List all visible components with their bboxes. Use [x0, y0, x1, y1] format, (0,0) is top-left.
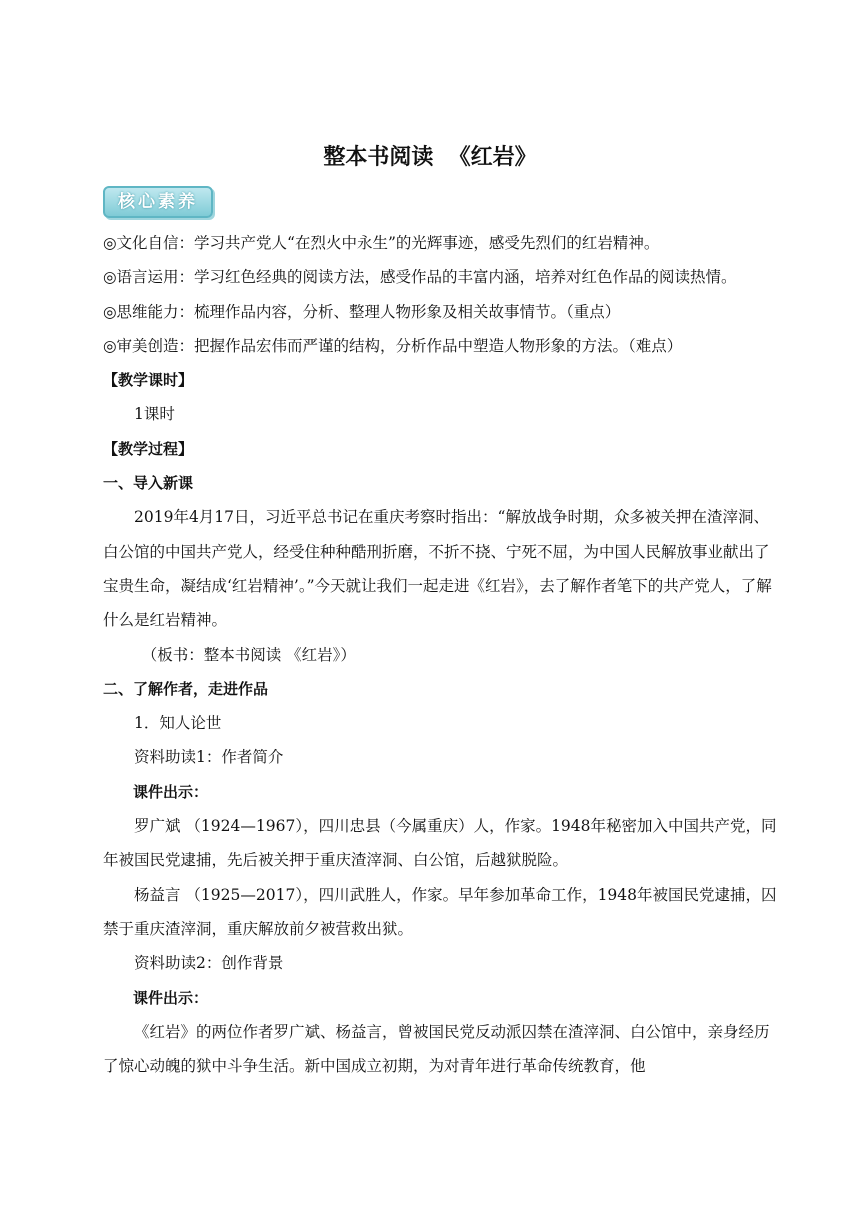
item-know-author: 1．知人论世	[134, 714, 222, 733]
document-body	[103, 226, 783, 1083]
author-luo-guangbin: 罗广斌 （1924—1967），四川忠县（今属重庆）人，作家。1948年秘密加入中国共产党，同年被国民党逮捕，先后被关押于重庆渣滓洞、白公馆，后越狱脱险。	[103, 817, 777, 870]
literacy-item-aesthetic: ◎审美创造：把握作品宏伟而严谨的结构，分析作品中塑造人物形象的方法。（难点）	[103, 336, 683, 355]
author-yang-yiyan: 杨益言 （1925—2017），四川武胜人，作家。早年参加革命工作，1948年被国民党逮捕，囚禁于重庆渣滓洞，重庆解放前夕被营救出狱。	[103, 885, 777, 938]
courseware-label: 课件出示：	[133, 988, 209, 1007]
page-title: 整本书阅读 《红岩》	[323, 145, 537, 170]
section-author-heading: 二、了解作者，走进作品	[103, 679, 269, 698]
process-heading: 【教学过程】	[103, 439, 194, 458]
board-note: （板书：整本书阅读 《红岩》）	[141, 645, 356, 664]
class-hours-heading: 【教学课时】	[103, 371, 194, 390]
core-literacy-badge: 核心素养	[103, 186, 213, 218]
section-intro-heading: 一、导入新课	[103, 474, 194, 493]
material-author-intro: 资料助读1：作者简介	[134, 748, 284, 767]
literacy-item-thinking: ◎思维能力：梳理作品内容，分析、整理人物形象及相关故事情节。（重点）	[103, 302, 621, 321]
material-background: 资料助读2：创作背景	[134, 954, 284, 973]
intro-paragraph: 2019年4月17日，习近平总书记在重庆考察时指出：“解放战争时期，众多被关押在渣滓洞、白公馆的中国共产党人，经受住种种酷刑折磨，不折不挠、宁死不屈，为中国人民解放事业献出了宝贵生命，凝结成‘红岩精神’。”今天就让我们一起走进《红岩》，去了解作者笔下的共产党人，了解什么是红岩精神。	[103, 508, 772, 630]
literacy-item-language: ◎语言运用：学习红色经典的阅读方法，感受作品的丰富内涵，培养对红色作品的阅读热情。	[103, 268, 737, 287]
courseware-label: 课件出示：	[133, 782, 209, 801]
background-paragraph: 《红岩》的两位作者罗广斌、杨益言，曾被国民党反动派囚禁在渣滓洞、白公馆中，亲身经历了惊心动魄的狱中斗争生活。新中国成立初期，为对青年进行革命传统教育，他	[103, 1022, 770, 1076]
literacy-item-culture: ◎文化自信：学习共产党人“在烈火中永生”的光辉事迹，感受先烈们的红岩精神。	[103, 234, 660, 252]
class-hours-value: 1课时	[134, 405, 175, 424]
